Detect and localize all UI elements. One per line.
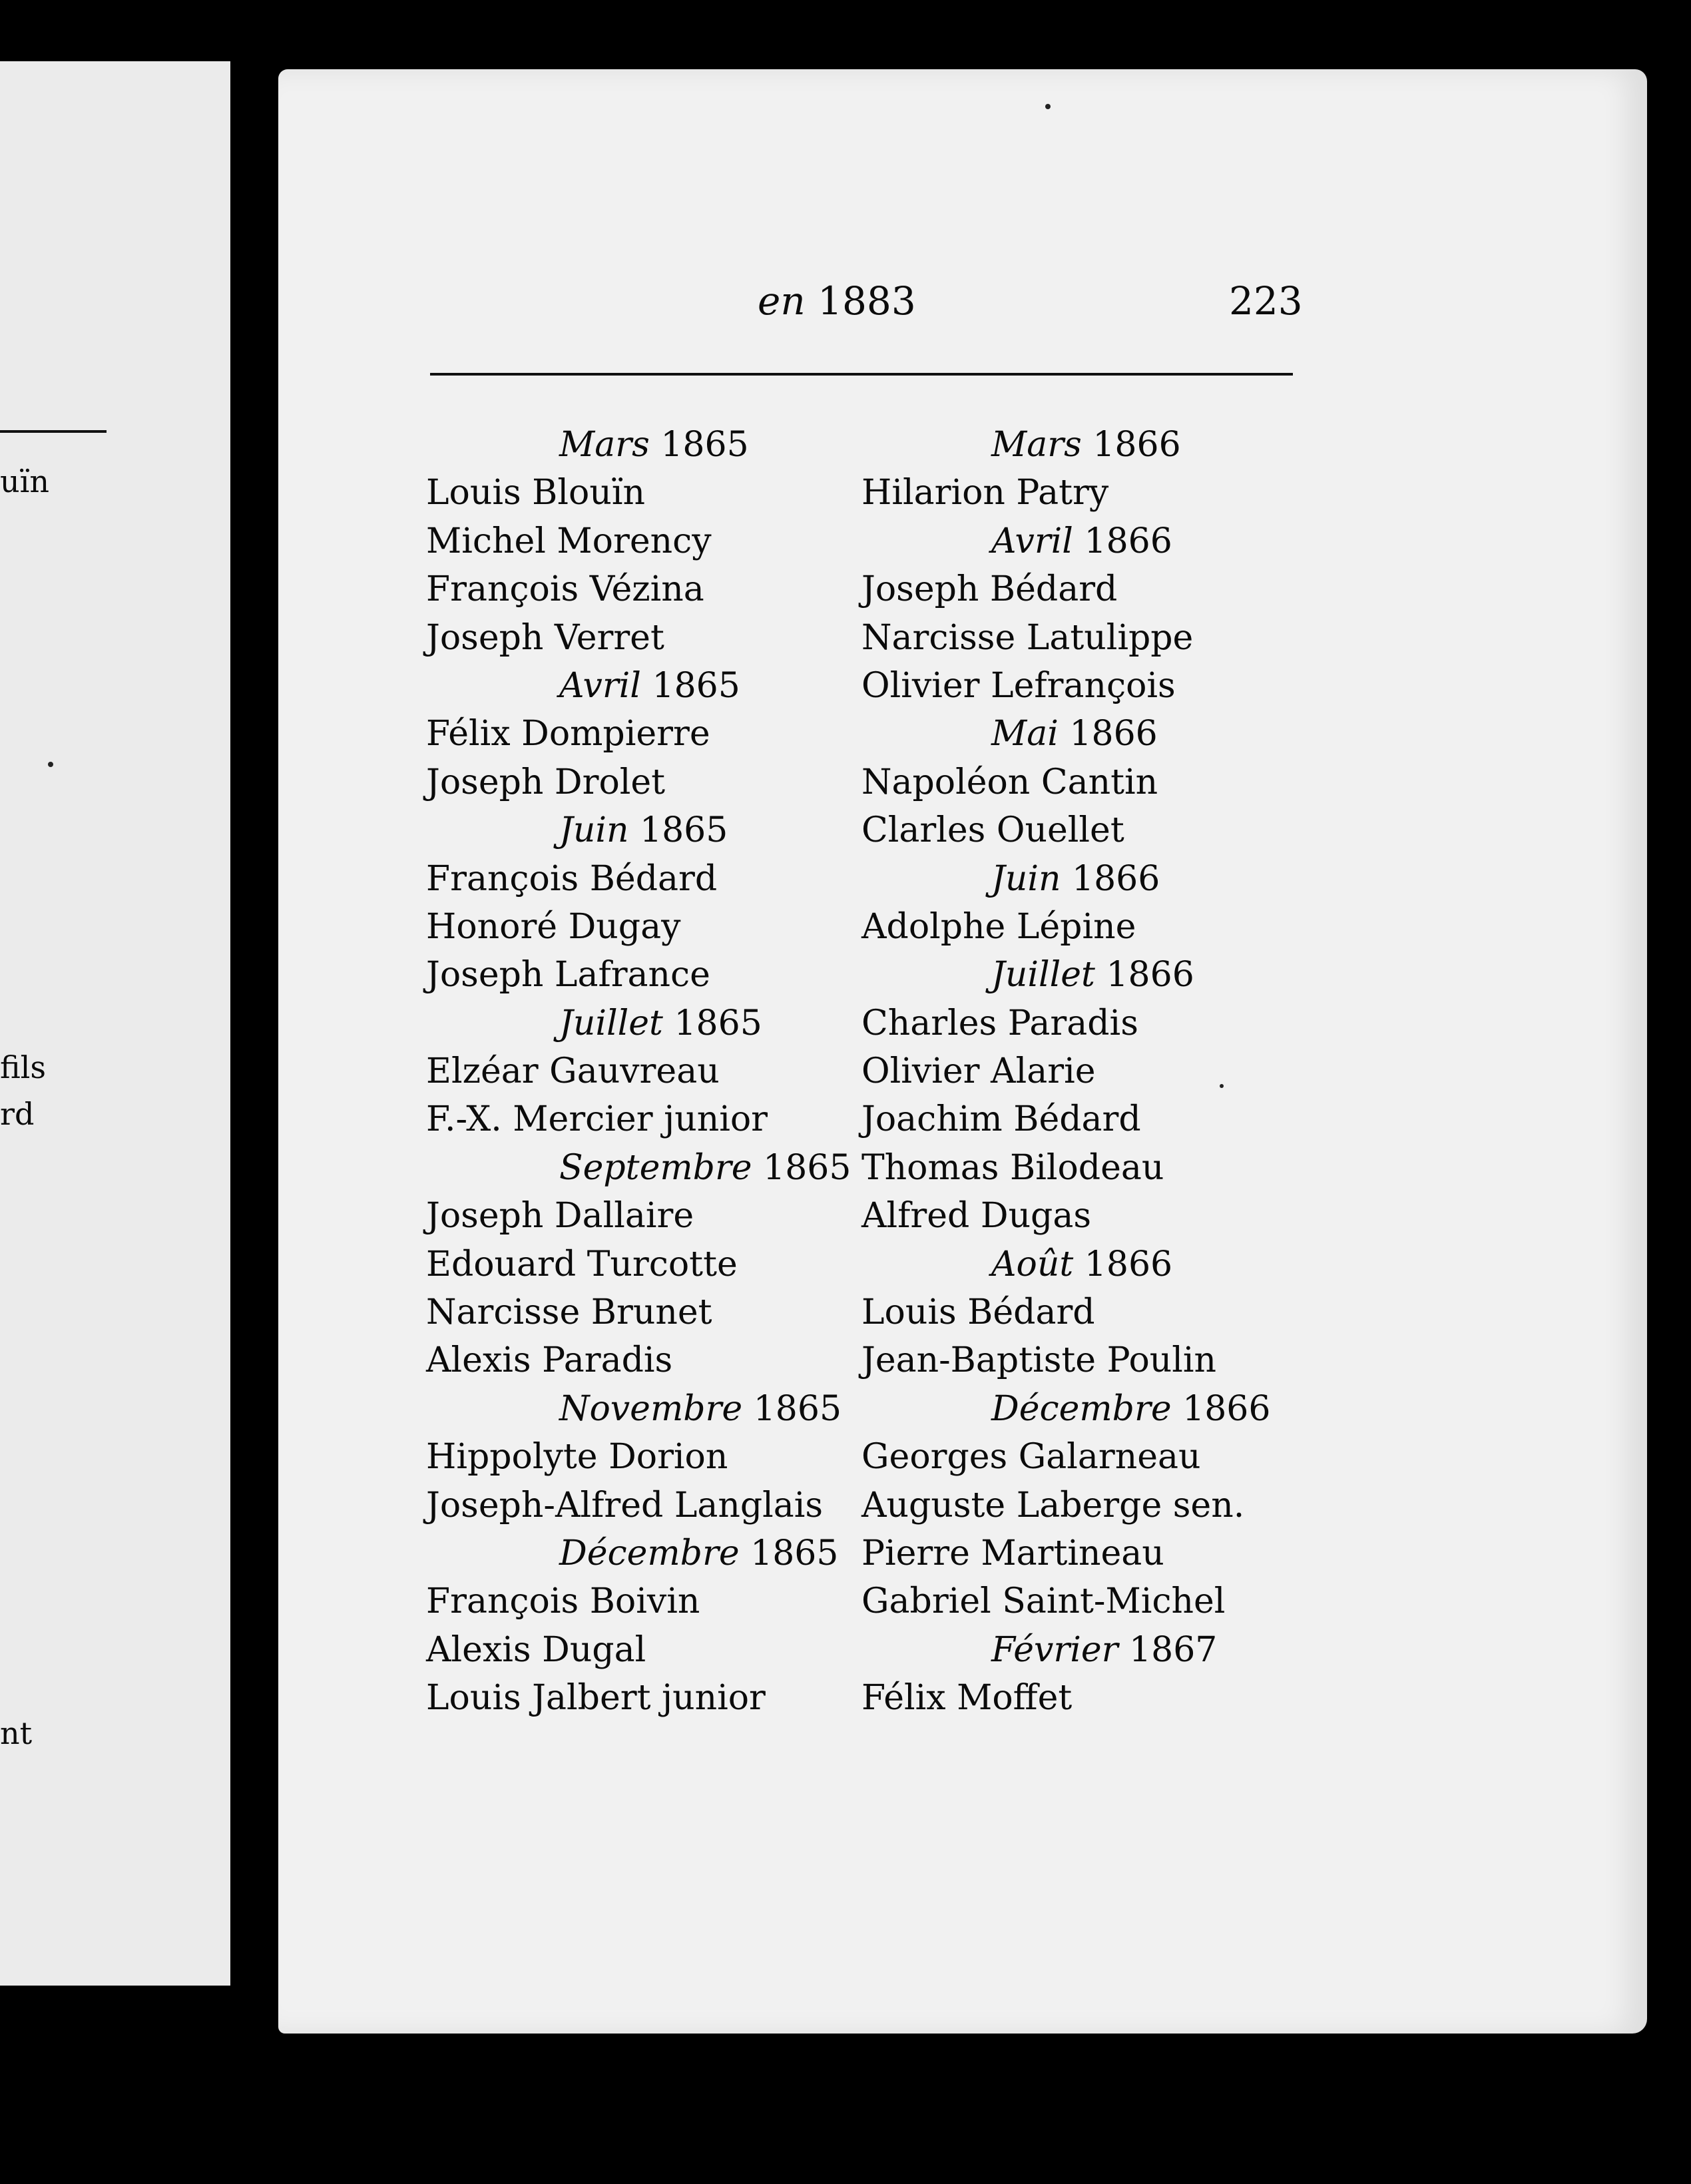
name-entry: Thomas Bilodeau <box>861 1147 1164 1188</box>
date-heading-month: Juin <box>991 858 1061 899</box>
date-heading-month: Septembre <box>559 1147 752 1188</box>
name-entry: Louis Blouïn <box>426 473 645 513</box>
running-head-italic: en <box>758 278 806 324</box>
date-heading <box>426 806 865 854</box>
name-entry: Jean-Baptiste Poulin <box>861 1340 1217 1381</box>
date-heading <box>426 1144 865 1192</box>
name-entry: Olivier Alarie <box>861 1051 1096 1092</box>
name-entry: Auguste Laberge sen. <box>861 1485 1245 1525</box>
date-heading <box>426 421 865 469</box>
name-entry: Louis Bédard <box>861 1292 1095 1333</box>
date-heading <box>426 662 865 710</box>
date-heading-year: 1865 <box>763 1147 851 1188</box>
name-entry: Louis Jalbert junior <box>426 1678 766 1719</box>
name-entry: Joachim Bédard <box>861 1099 1141 1140</box>
date-heading-month: Décembre <box>559 1533 740 1573</box>
name-entry: Michel Morency <box>426 521 712 561</box>
date-heading-month: Mai <box>991 714 1059 754</box>
name-list-column-left <box>426 421 865 1723</box>
name-entry: Hippolyte Dorion <box>426 1437 728 1478</box>
date-heading-year: 1865 <box>652 665 740 706</box>
date-heading <box>861 710 1301 758</box>
name-entry: Félix Moffet <box>861 1678 1073 1719</box>
date-heading-year: 1865 <box>750 1533 839 1573</box>
date-heading-month: Juin <box>559 810 629 851</box>
date-heading-year: 1866 <box>1106 955 1194 995</box>
name-entry: Alexis Paradis <box>426 1340 673 1381</box>
name-entry: Georges Galarneau <box>861 1437 1201 1478</box>
name-entry: Edouard Turcotte <box>426 1244 738 1284</box>
facing-page-fragment: rd <box>0 1096 35 1132</box>
date-heading <box>861 517 1301 565</box>
name-entry: Charles Paradis <box>861 1003 1138 1043</box>
date-heading-month: Avril <box>559 665 641 706</box>
date-heading-month: Décembre <box>991 1388 1172 1429</box>
date-heading-month: Mars <box>991 425 1082 465</box>
date-heading-year: 1865 <box>640 810 728 851</box>
date-heading <box>861 1626 1301 1674</box>
page-number: 223 <box>1229 278 1303 324</box>
name-entry: Joseph Drolet <box>426 762 666 802</box>
date-heading-year: 1865 <box>660 425 749 465</box>
facing-page-fragment: uïn <box>0 463 49 499</box>
name-entry: Gabriel Saint-Michel <box>861 1581 1226 1622</box>
date-heading <box>861 1240 1301 1288</box>
name-entry: Pierre Martineau <box>861 1533 1164 1573</box>
date-heading-month: Février <box>991 1629 1118 1670</box>
name-entry: Alfred Dugas <box>861 1196 1092 1236</box>
date-heading <box>426 1529 865 1577</box>
date-heading-year: 1866 <box>1069 714 1158 754</box>
name-entry: Napoléon Cantin <box>861 762 1158 802</box>
date-heading <box>426 999 865 1047</box>
date-heading-year: 1865 <box>674 1003 762 1043</box>
print-speck <box>48 762 53 767</box>
name-entry: Narcisse Latulippe <box>861 617 1194 658</box>
running-head <box>758 278 916 324</box>
date-heading-month: Mars <box>559 425 650 465</box>
name-entry: Joseph Verret <box>426 617 664 658</box>
name-entry: François Boivin <box>426 1581 700 1622</box>
name-entry: Elzéar Gauvreau <box>426 1051 720 1092</box>
date-heading-year: 1866 <box>1182 1388 1271 1429</box>
name-entry: Adolphe Lépine <box>861 906 1136 947</box>
facing-page-rule <box>0 430 107 433</box>
name-entry: Clarles Ouellet <box>861 810 1124 851</box>
name-entry: Narcisse Brunet <box>426 1292 712 1333</box>
name-entry: Honoré Dugay <box>426 906 681 947</box>
date-heading-month: Avril <box>991 521 1073 561</box>
facing-page <box>0 61 230 1986</box>
name-entry: Alexis Dugal <box>426 1629 646 1670</box>
print-speck <box>1045 104 1051 109</box>
date-heading-year: 1866 <box>1092 425 1181 465</box>
name-entry: Joseph Dallaire <box>426 1196 694 1236</box>
date-heading <box>861 421 1301 469</box>
name-entry: Joseph-Alfred Langlais <box>426 1485 824 1525</box>
date-heading <box>861 855 1301 903</box>
name-entry: Hilarion Patry <box>861 473 1109 513</box>
date-heading-year: 1867 <box>1129 1629 1218 1670</box>
name-list-column-right <box>861 421 1301 1723</box>
date-heading-month: Juillet <box>559 1003 663 1043</box>
name-entry: Félix Dompierre <box>426 714 710 754</box>
header-rule <box>430 373 1293 376</box>
name-entry: F.-X. Mercier junior <box>426 1099 768 1140</box>
date-heading-year: 1866 <box>1084 1244 1173 1284</box>
date-heading-month: Juillet <box>991 955 1095 995</box>
date-heading-year: 1866 <box>1072 858 1160 899</box>
date-heading-year: 1865 <box>753 1388 842 1429</box>
name-entry: Joseph Lafrance <box>426 955 710 995</box>
name-entry: Joseph Bédard <box>861 569 1118 610</box>
running-head-year: 1883 <box>818 278 916 324</box>
name-entry: François Vézina <box>426 569 704 610</box>
date-heading-month: Août <box>991 1244 1074 1284</box>
name-entry: François Bédard <box>426 858 718 899</box>
date-heading <box>861 951 1301 999</box>
date-heading-year: 1866 <box>1084 521 1172 561</box>
facing-page-fragment: nt <box>0 1715 33 1751</box>
name-entry: Olivier Lefrançois <box>861 665 1176 706</box>
date-heading <box>426 1385 865 1433</box>
date-heading <box>861 1385 1301 1433</box>
facing-page-fragment: fils <box>0 1049 46 1085</box>
date-heading-month: Novembre <box>559 1388 743 1429</box>
